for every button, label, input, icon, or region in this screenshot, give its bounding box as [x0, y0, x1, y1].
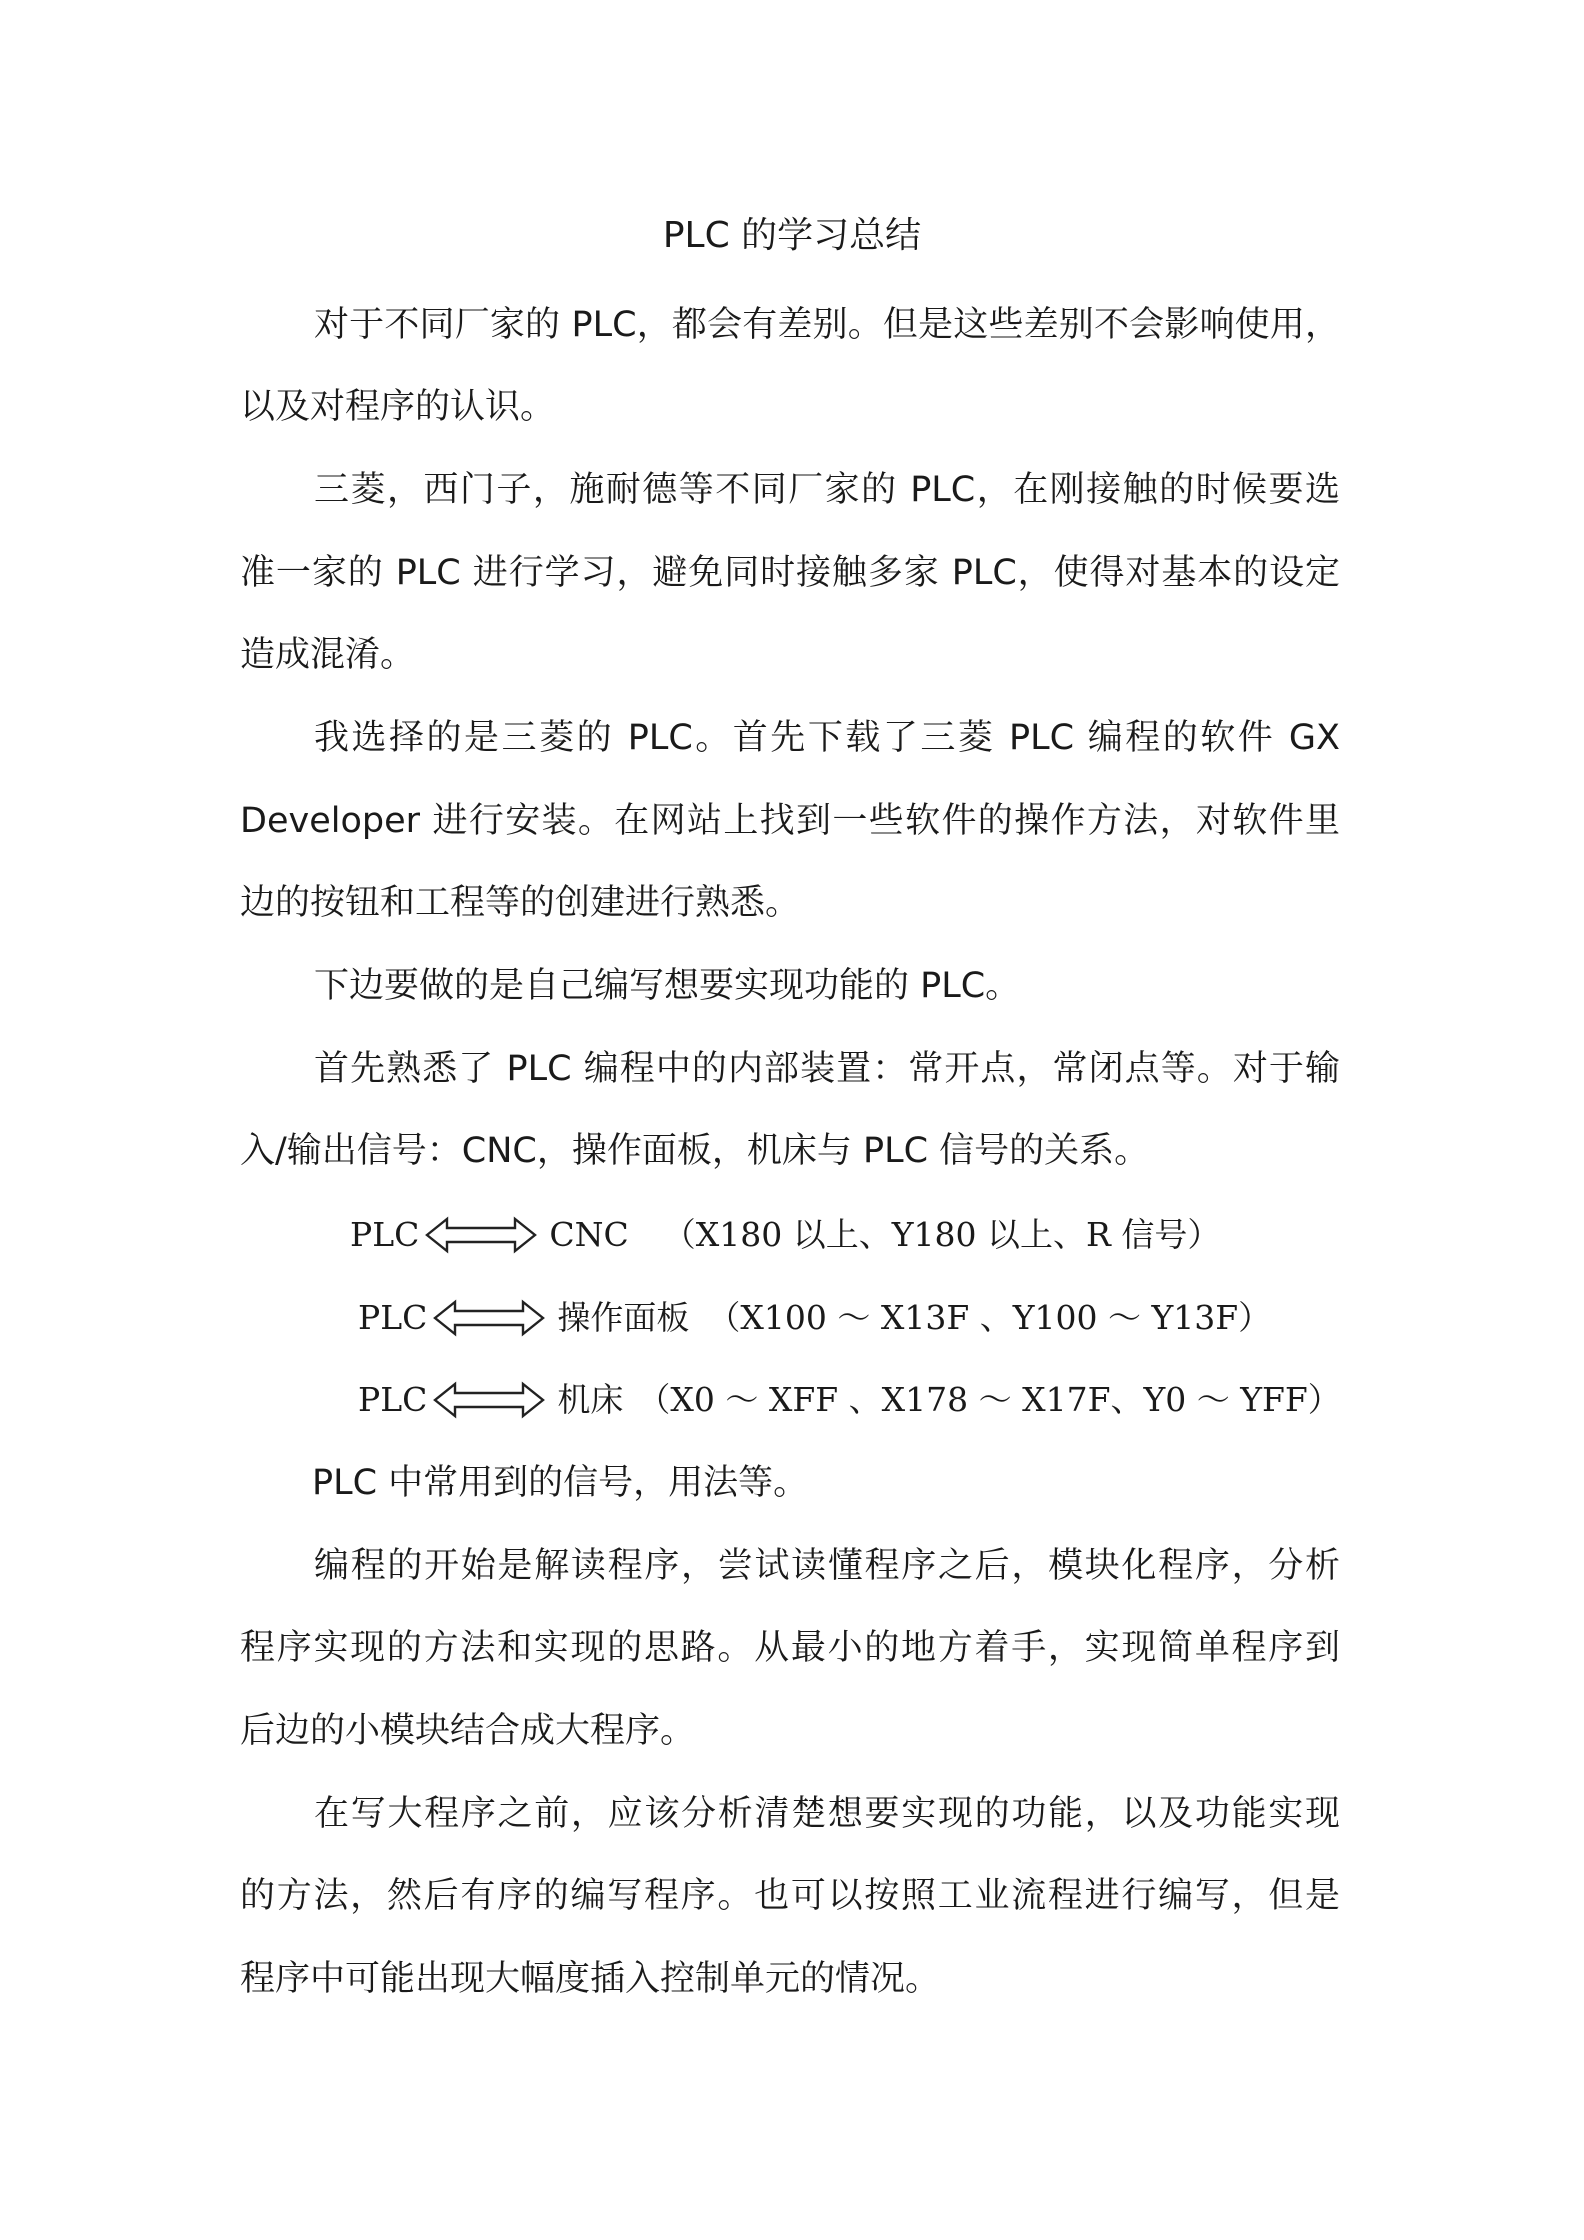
signal-right-label: 机床: [557, 1380, 624, 1419]
paragraph-1-line-1: 对于不同厂家的 PLC，都会有差别。但是这些差别不会影响使用，: [314, 305, 1340, 345]
signal-row-operation-panel: [358, 1290, 1271, 1346]
paragraph-7-line-1: 编程的开始是解读程序，尝试读懂程序之后，模块化程序，分析: [314, 1546, 1340, 1586]
signal-right-label: 操作面板: [557, 1298, 690, 1337]
paragraph-7-line-3: 后边的小模块结合成大程序。: [240, 1711, 696, 1751]
paragraph-2-line-3: 造成混淆。: [240, 635, 416, 675]
signal-row-cnc: [350, 1207, 1220, 1263]
paragraph-5-line-2: 入/输出信号：CNC，操作面板，机床与 PLC 信号的关系。: [240, 1131, 1150, 1171]
signal-left-label: PLC: [358, 1298, 428, 1337]
paragraph-6-line-1: PLC 中常用到的信号，用法等。: [312, 1463, 809, 1503]
signal-left-label: PLC: [350, 1215, 420, 1254]
signal-left-label: PLC: [358, 1380, 428, 1419]
paragraph-3-line-3: 边的按钮和工程等的创建进行熟悉。: [240, 883, 801, 923]
paragraph-5-line-1: 首先熟悉了 PLC 编程中的内部装置：常开点，常闭点等。对于输: [314, 1049, 1340, 1089]
paragraph-8-line-2: 的方法，然后有序的编写程序。也可以按照工业流程进行编写，但是: [240, 1876, 1340, 1916]
signal-row-machine: [358, 1372, 1341, 1428]
signal-range: （X100 ～ X13F 、Y100 ～ Y13F）: [707, 1298, 1272, 1337]
double-arrow-icon: [433, 1298, 545, 1338]
signal-range: （X0 ～ XFF 、X178 ～ X17F、Y0 ～ YFF）: [637, 1380, 1341, 1419]
page-title: PLC 的学习总结: [662, 215, 922, 256]
signal-range: （X180 以上、Y180 以上、R 信号）: [662, 1215, 1221, 1254]
signal-right-label: CNC: [549, 1215, 629, 1254]
paragraph-3-line-1: 我选择的是三菱的 PLC。首先下载了三菱 PLC 编程的软件 GX: [314, 718, 1340, 758]
paragraph-2-line-1: 三菱，西门子，施耐德等不同厂家的 PLC，在刚接触的时候要选: [314, 470, 1340, 510]
paragraph-7-line-2: 程序实现的方法和实现的思路。从最小的地方着手，实现简单程序到: [240, 1628, 1340, 1668]
paragraph-3-line-2: Developer 进行安装。在网站上找到一些软件的操作方法，对软件里: [240, 801, 1340, 841]
double-arrow-icon: [425, 1215, 537, 1255]
paragraph-2-line-2: 准一家的 PLC 进行学习，避免同时接触多家 PLC，使得对基本的设定: [240, 553, 1340, 593]
paragraph-4-line-1: 下边要做的是自己编写想要实现功能的 PLC。: [314, 966, 1021, 1006]
paragraph-8-line-3: 程序中可能出现大幅度插入控制单元的情况。: [240, 1959, 941, 1999]
paragraph-8-line-1: 在写大程序之前，应该分析清楚想要实现的功能，以及功能实现: [314, 1794, 1340, 1834]
double-arrow-icon: [433, 1380, 545, 1420]
paragraph-1-line-2: 以及对程序的认识。: [240, 387, 556, 427]
